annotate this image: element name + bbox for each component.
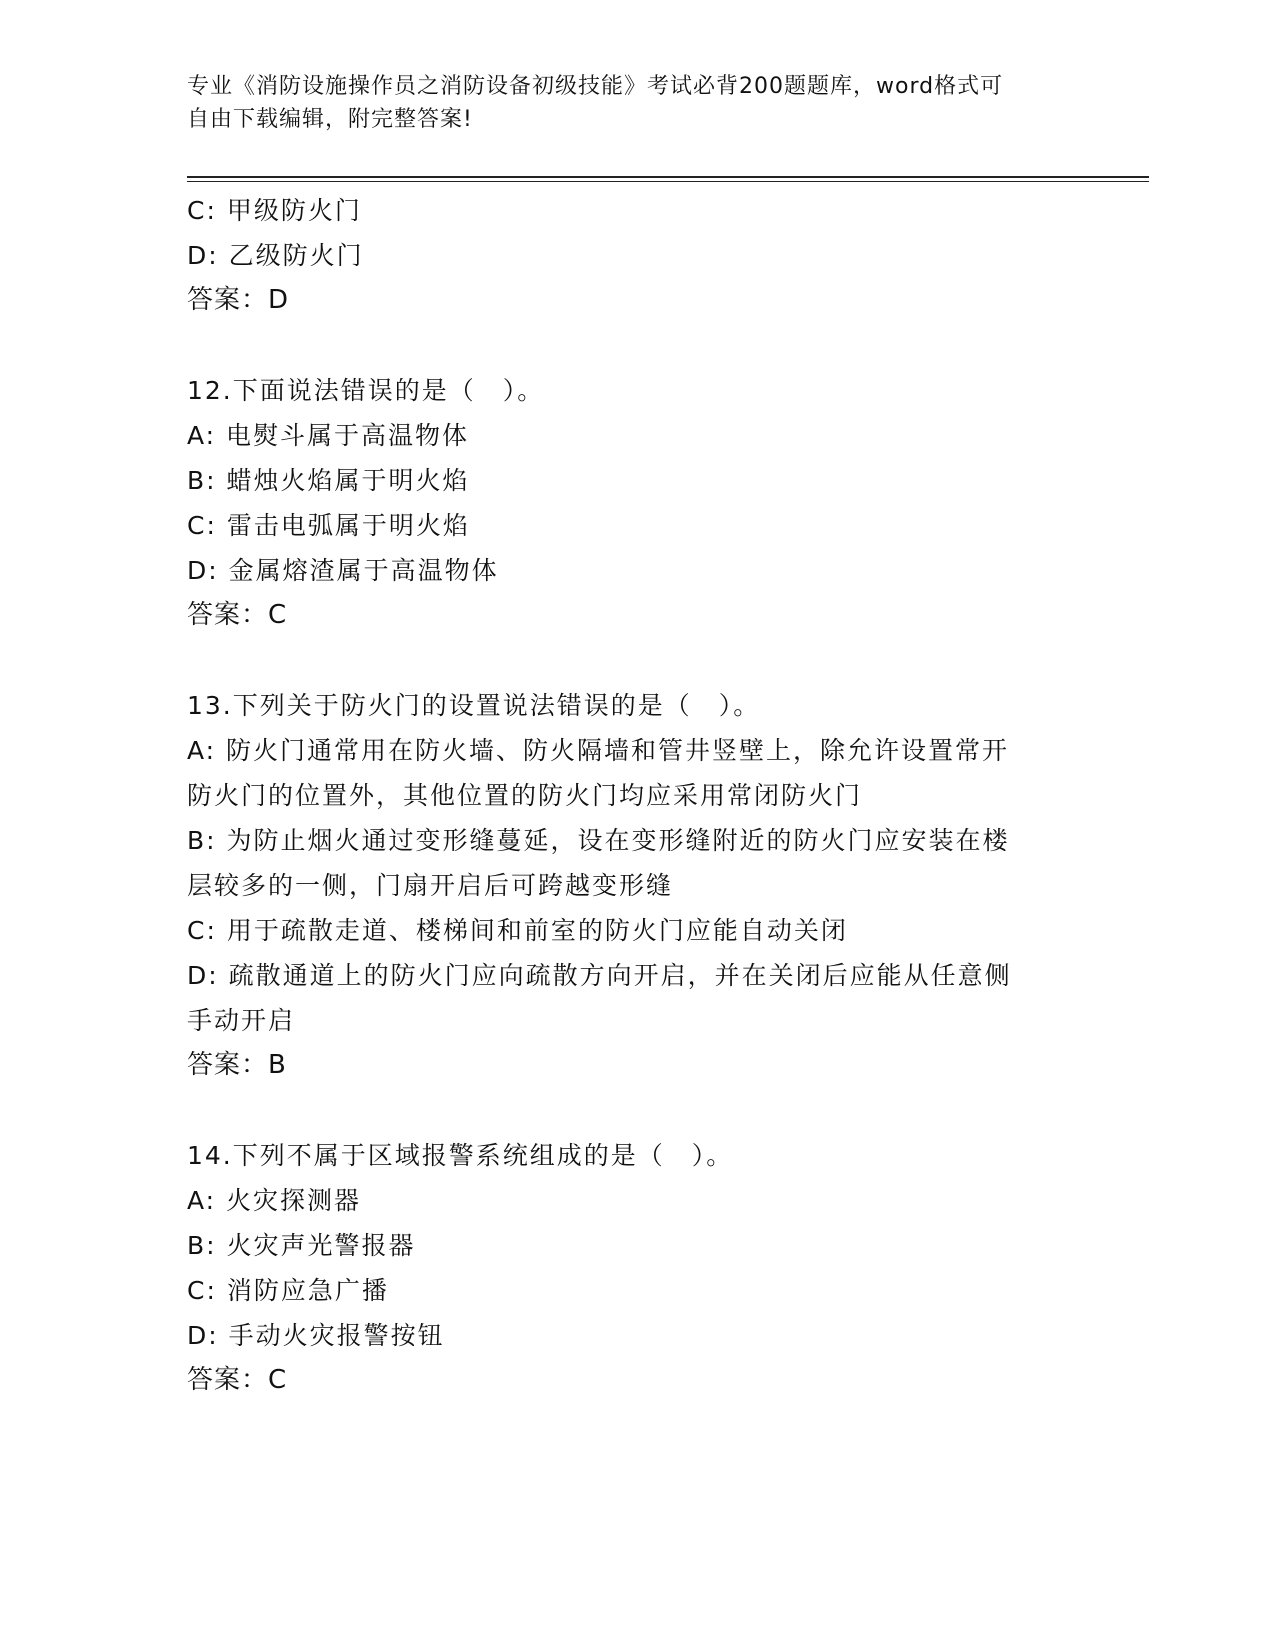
option-b-line-2: 层较多的一侧，门扇开启后可跨越变形缝 [187, 871, 674, 900]
option-b-line-1: B: 为防止烟火通过变形缝蔓延，设在变形缝附近的防火门应安装在楼 [187, 826, 1010, 855]
header-rule-thick [187, 176, 1149, 178]
option-d: D: 乙级防火门 [187, 241, 364, 270]
answer-text: 答案：C [187, 1365, 288, 1395]
option-c: C: 用于疏散走道、楼梯间和前室的防火门应能自动关闭 [187, 916, 848, 945]
question-12 [187, 368, 1087, 638]
answer-text: 答案：D [187, 285, 290, 315]
question-14 [187, 1133, 1087, 1403]
option-c: C: 消防应急广播 [187, 1276, 389, 1305]
document-header [187, 70, 1067, 136]
option-d: D: 金属熔渣属于高温物体 [187, 556, 499, 585]
option-b: B: 蜡烛火焰属于明火焰 [187, 466, 470, 495]
option-d: D: 手动火灾报警按钮 [187, 1321, 445, 1350]
option-a: A: 电熨斗属于高温物体 [187, 421, 470, 450]
option-a: A: 火灾探测器 [187, 1186, 362, 1215]
header-rule-thin [187, 181, 1149, 182]
question-11-tail [187, 188, 1087, 323]
answer-text: 答案：B [187, 1050, 287, 1080]
header-title-line-2: 自由下载编辑，附完整答案! [187, 107, 473, 132]
question-list [187, 188, 1087, 1403]
option-c: C: 甲级防火门 [187, 196, 362, 225]
question-text: 14.下列不属于区域报警系统组成的是（ ）。 [187, 1141, 734, 1170]
question-13 [187, 683, 1087, 1088]
option-a-line-1: A: 防火门通常用在防火墙、防火隔墙和管井竖壁上，除允许设置常开 [187, 736, 1010, 765]
spacer [187, 638, 1087, 683]
question-text: 13.下列关于防火门的设置说法错误的是（ ）。 [187, 691, 761, 720]
answer-text: 答案：C [187, 600, 288, 630]
spacer [187, 1088, 1087, 1133]
option-c: C: 雷击电弧属于明火焰 [187, 511, 470, 540]
option-d-line-2: 手动开启 [187, 1006, 296, 1035]
spacer [187, 323, 1087, 368]
question-text: 12.下面说法错误的是（ ）。 [187, 376, 545, 405]
option-d-line-1: D: 疏散通道上的防火门应向疏散方向开启，并在关闭后应能从任意侧 [187, 961, 1012, 990]
header-title-line-1: 专业《消防设施操作员之消防设备初级技能》考试必背200题题库，word格式可 [187, 74, 1004, 99]
option-a-line-2: 防火门的位置外，其他位置的防火门均应采用常闭防火门 [187, 781, 863, 810]
option-b: B: 火灾声光警报器 [187, 1231, 416, 1260]
